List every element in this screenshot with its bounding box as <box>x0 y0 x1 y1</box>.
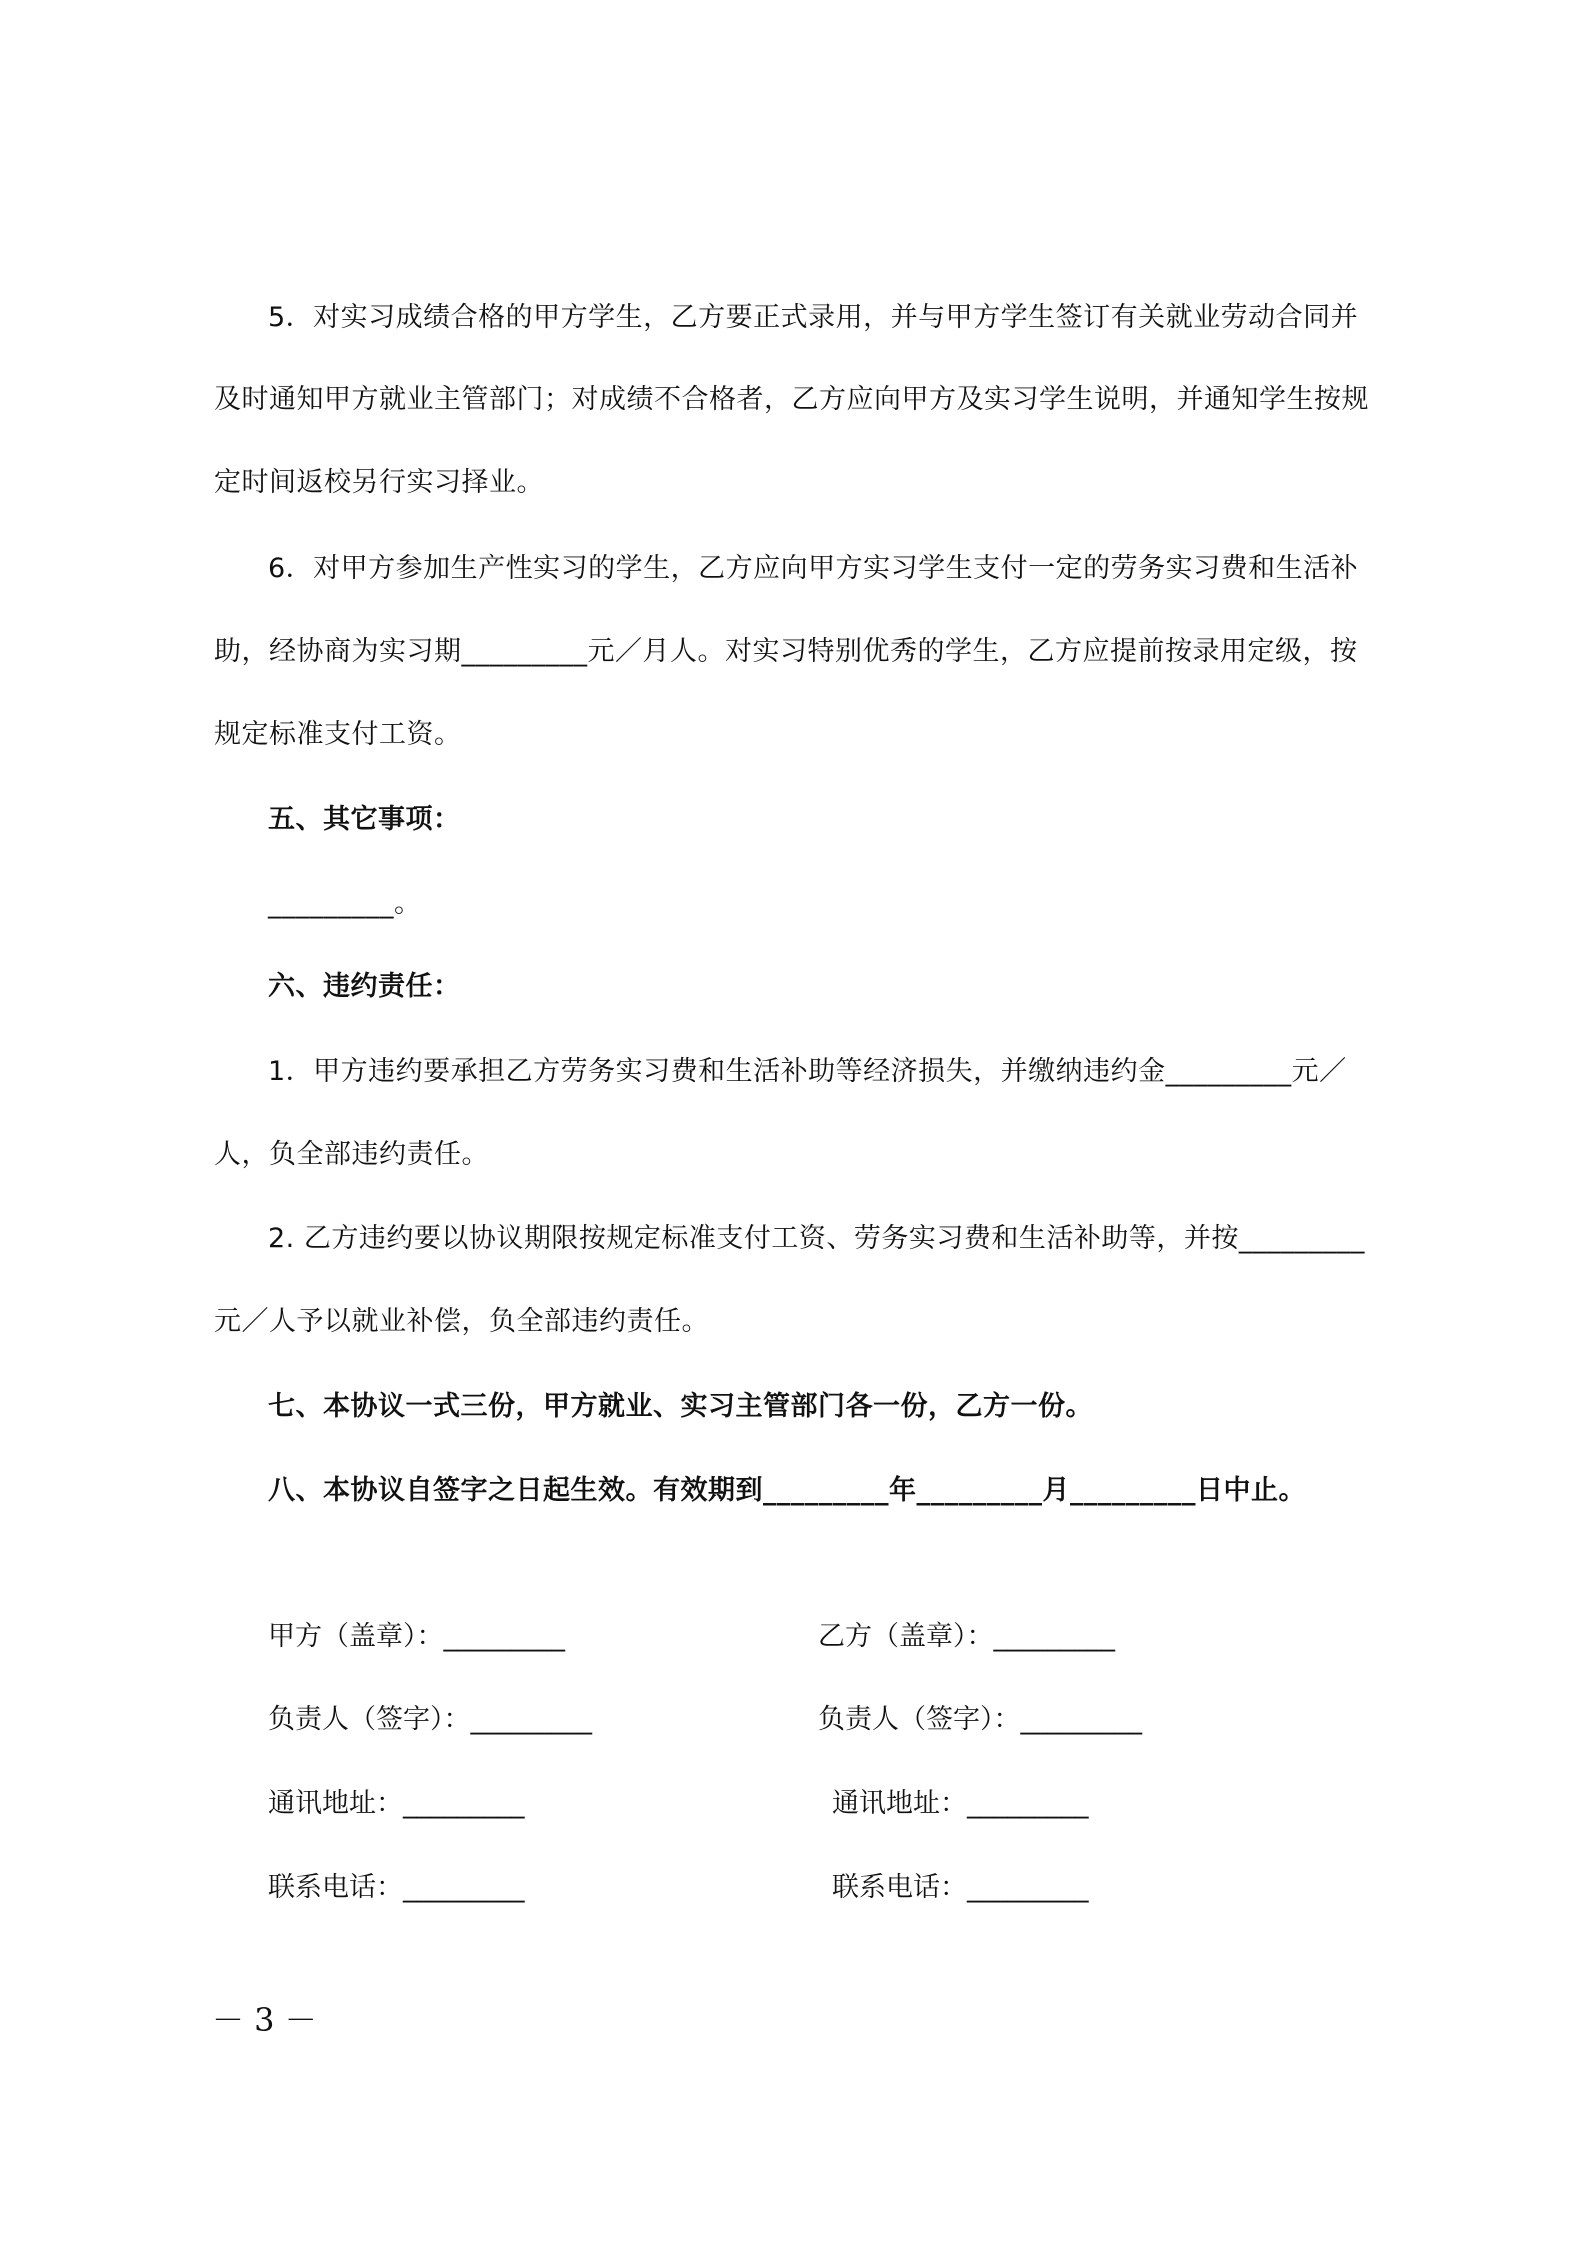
clause-5-line-2: 及时通知甲方就业主管部门；对成绩不合格者，乙方应向甲方及实习学生说明，并通知学生按规 <box>214 384 1369 415</box>
section-7: 七、本协议一式三份，甲方就业、实习主管部门各一份，乙方一份。 <box>268 1391 1093 1422</box>
clause-5-line-3: 定时间返校另行实习择业。 <box>214 467 544 498</box>
section-5-blank: _________。 <box>268 888 422 919</box>
party-b-seal: 乙方（盖章）：_________ <box>818 1621 1115 1652</box>
clause-6-line-1: 6．对甲方参加生产性实习的学生，乙方应向甲方实习学生支付一定的劳务实习费和生活补 <box>268 553 1359 584</box>
party-a-seal: 甲方（盖章）：_________ <box>268 1621 565 1652</box>
section-8: 八、本协议自签字之日起生效。有效期到_________年_________月_________日中止。 <box>268 1475 1306 1506</box>
breach-item-2-line-1: 2. 乙方违约要以协议期限按规定标准支付工资、劳务实习费和生活补助等，并按_________ <box>268 1223 1365 1254</box>
party-a-responsible: 负责人（签字）：_________ <box>268 1704 592 1735</box>
page-number: － 3 － <box>212 2001 317 2039</box>
clause-6-line-3: 规定标准支付工资。 <box>214 719 462 750</box>
clause-6-line-2: 助，经协商为实习期_________元／月人。对实习特别优秀的学生，乙方应提前按录用定级，按 <box>214 636 1358 667</box>
breach-item-2-line-2: 元／人予以就业补偿，负全部违约责任。 <box>214 1306 709 1337</box>
breach-item-1-line-1: 1．甲方违约要承担乙方劳务实习费和生活补助等经济损失，并缴纳违约金_________元／ <box>268 1056 1347 1087</box>
party-b-phone: 联系电话：_________ <box>832 1872 1089 1903</box>
party-a-phone: 联系电话：_________ <box>268 1872 525 1903</box>
party-b-address: 通讯地址：_________ <box>832 1788 1089 1819</box>
party-a-address: 通讯地址：_________ <box>268 1788 525 1819</box>
party-b-responsible: 负责人（签字）：_________ <box>818 1704 1142 1735</box>
breach-item-1-line-2: 人，负全部违约责任。 <box>214 1139 489 1170</box>
section-5-heading: 五、其它事项： <box>268 804 461 835</box>
clause-5-line-1: 5．对实习成绩合格的甲方学生，乙方要正式录用，并与甲方学生签订有关就业劳动合同并 <box>268 302 1359 333</box>
section-6-heading: 六、违约责任： <box>268 971 461 1002</box>
